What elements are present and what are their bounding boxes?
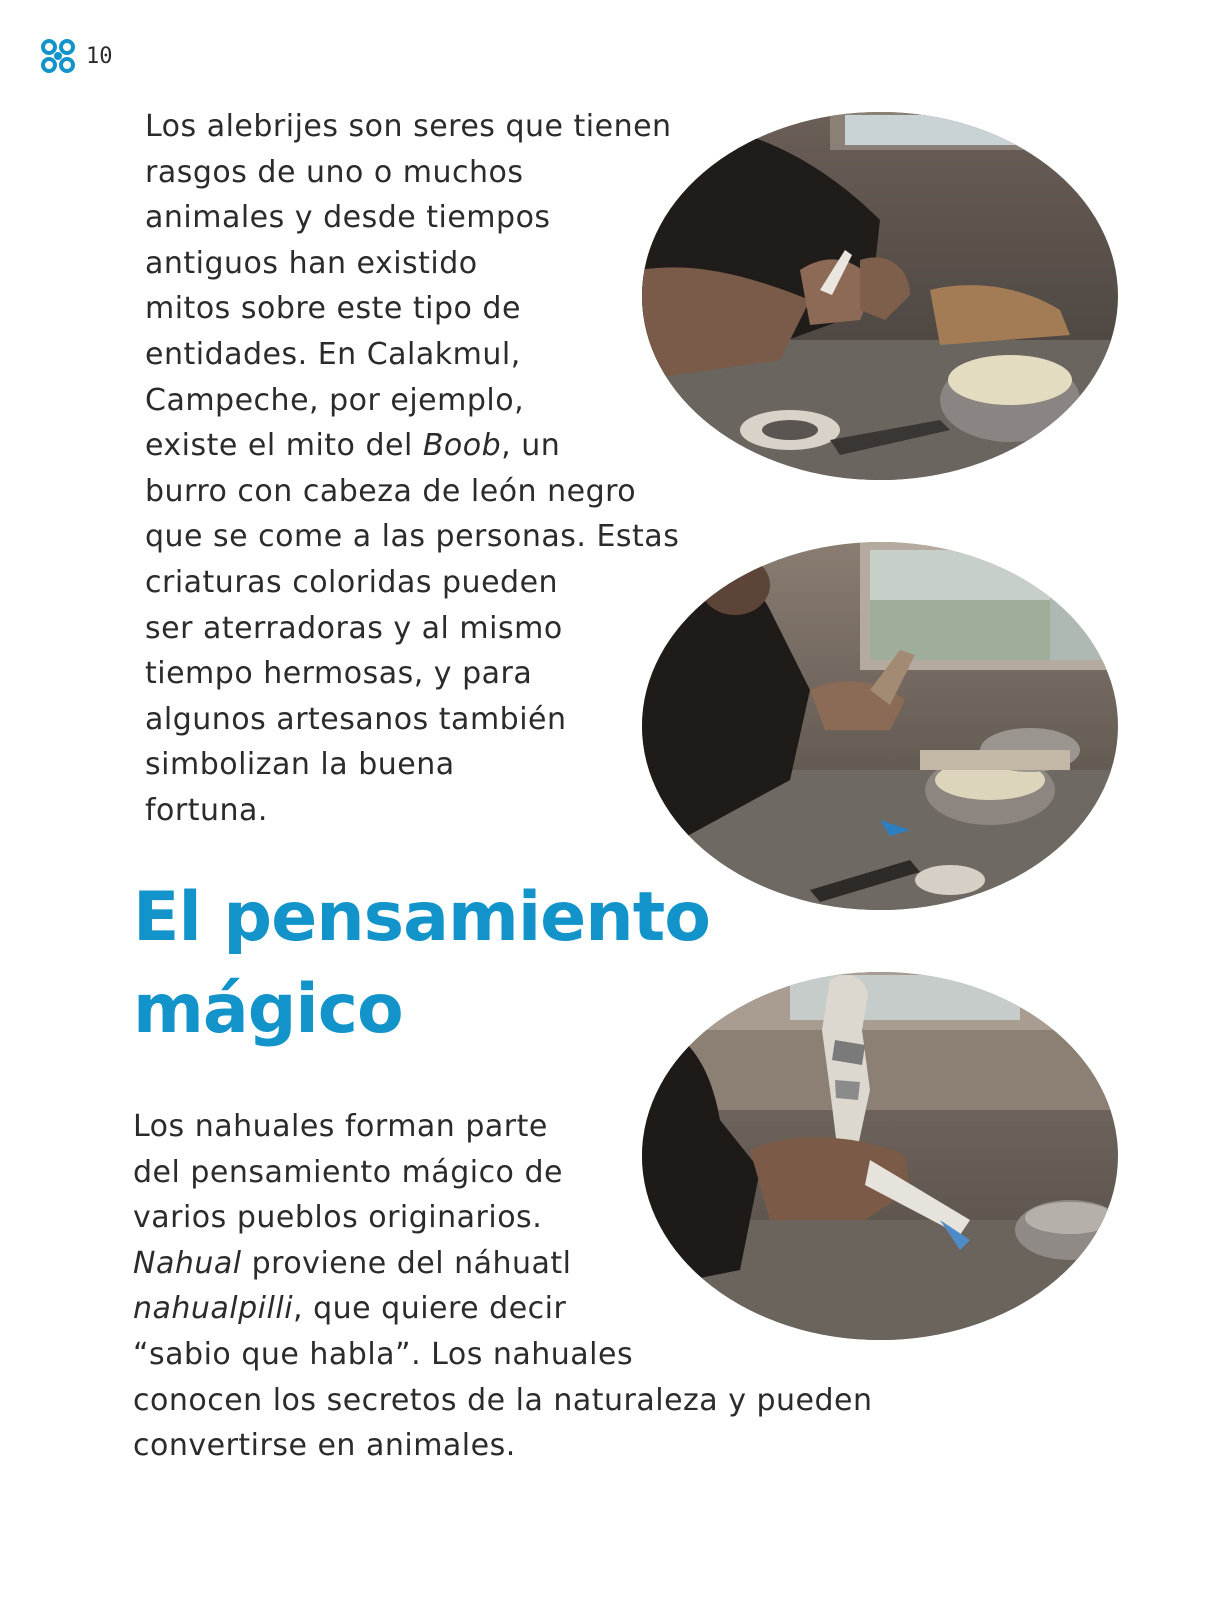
page-number: 10 bbox=[86, 43, 113, 69]
paragraph-alebrijes bbox=[145, 104, 679, 834]
text-line: animales y desde tiempos bbox=[145, 200, 551, 236]
text-line: Los nahuales forman parte bbox=[133, 1109, 548, 1144]
text-line: burro con cabeza de león negro bbox=[145, 473, 637, 509]
text-line: entidades. En Calakmul, bbox=[145, 336, 521, 372]
text-line: mitos sobre este tipo de bbox=[145, 291, 521, 327]
text-line: antiguos han existido bbox=[145, 245, 478, 281]
text-line: criaturas coloridas pueden bbox=[145, 564, 559, 600]
text-line: rasgos de uno o muchos bbox=[145, 154, 524, 190]
text-segment: existe el mito del bbox=[145, 428, 423, 464]
text-segment: , un bbox=[501, 428, 561, 464]
heading-line: mágico bbox=[133, 970, 403, 1049]
flower-knot-icon bbox=[40, 38, 76, 74]
text-line: tiempo hermosas, y para bbox=[145, 656, 533, 692]
text-segment: , que quiere decir bbox=[293, 1291, 567, 1327]
text-line: algunos artesanos también bbox=[145, 701, 567, 737]
italic-term-boob: Boob bbox=[422, 428, 502, 464]
text-line: del pensamiento mágico de bbox=[133, 1154, 563, 1190]
text-line: fortuna. bbox=[145, 792, 268, 828]
text-line: simbolizan la buena bbox=[145, 747, 455, 783]
artisan-shaping-figure-photo bbox=[640, 540, 1120, 912]
italic-term-nahualpilli: nahualpilli bbox=[133, 1291, 294, 1327]
text-line: conocen los secretos de la naturaleza y pueden bbox=[133, 1382, 873, 1418]
artisan-hands-wire-photo bbox=[640, 110, 1120, 482]
text-line: convertirse en animales. bbox=[133, 1428, 516, 1464]
heading-line: El pensamiento bbox=[133, 878, 710, 957]
text-line: ser aterradoras y al mismo bbox=[145, 610, 563, 646]
text-line: Los alebrijes son seres que tienen bbox=[145, 109, 672, 144]
text-line bbox=[145, 423, 679, 469]
text-line: Campeche, por ejemplo, bbox=[145, 382, 525, 418]
text-segment: proviene del náhuatl bbox=[241, 1245, 572, 1281]
page-header bbox=[40, 38, 113, 74]
text-line: varios pueblos originarios. bbox=[133, 1200, 543, 1236]
artisan-holding-figure-photo bbox=[640, 970, 1120, 1342]
text-line: que se come a las personas. Estas bbox=[145, 519, 680, 555]
text-line: “sabio que habla”. Los nahuales bbox=[133, 1336, 634, 1372]
section-heading bbox=[133, 872, 710, 1056]
italic-term-nahual: Nahual bbox=[133, 1245, 242, 1281]
